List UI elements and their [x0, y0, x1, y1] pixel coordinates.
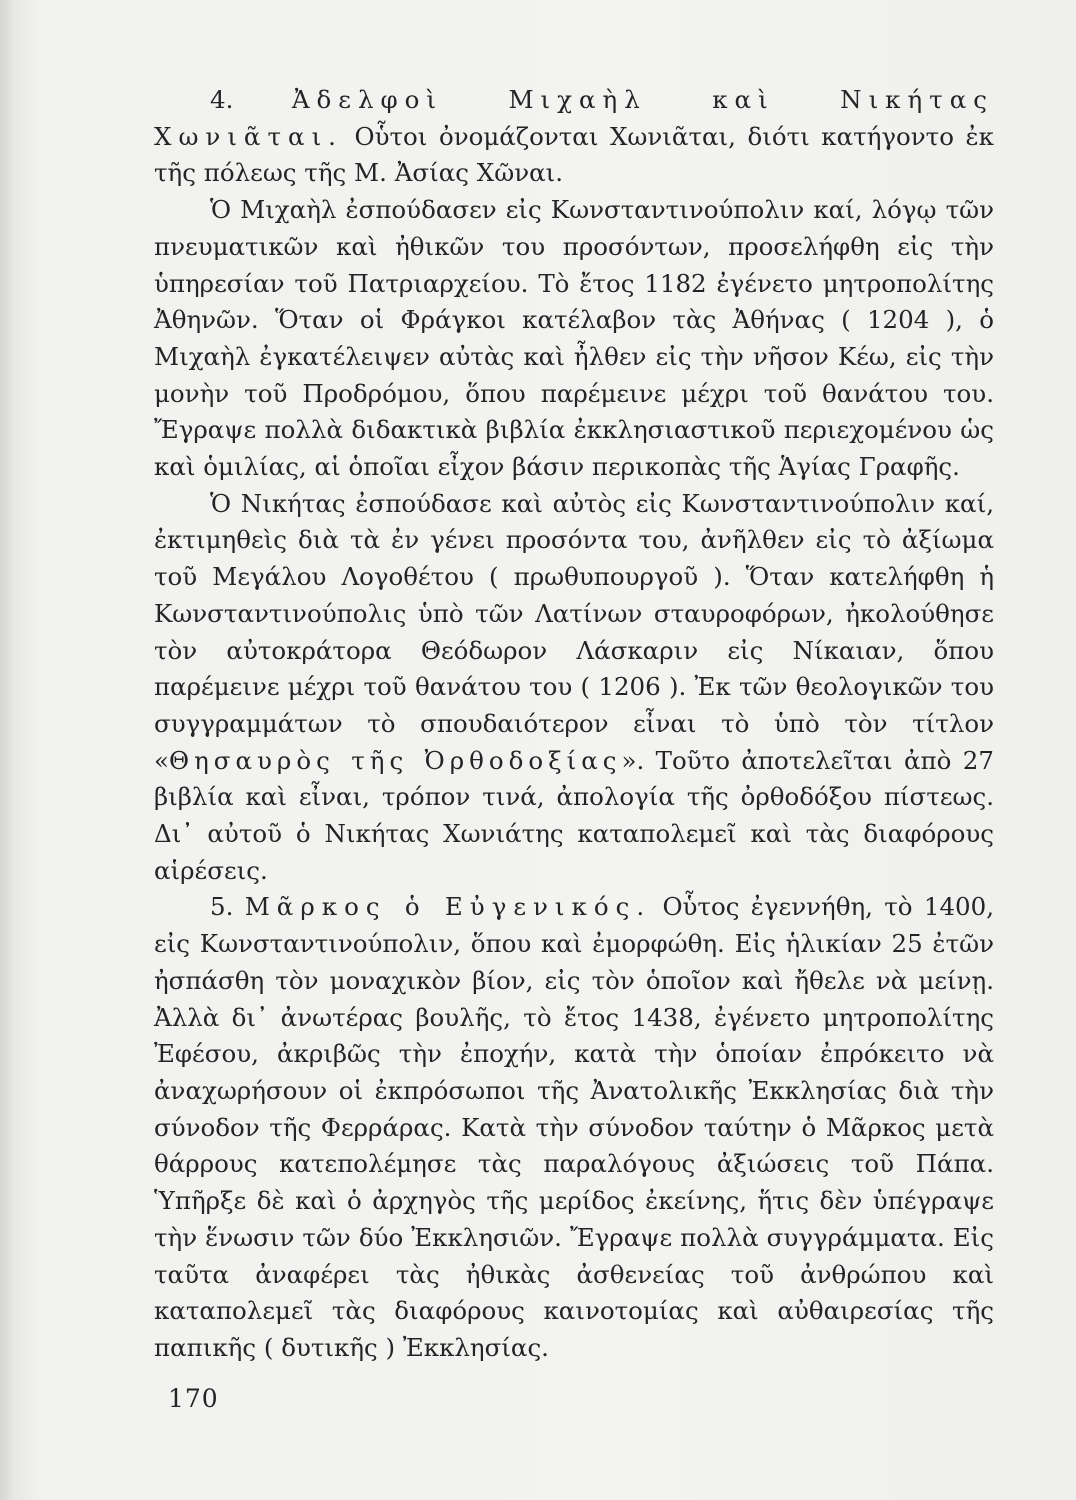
section-4-paragraph-1: Οὗτοι ὀνομάζονται Χωνιᾶται, διότι κατήγοντο ἐκ τῆς πόλεως τῆς Μ. Ἀσίας Χῶναι. — [154, 121, 994, 188]
section-4-paragraph-2: Ὁ Μιχαὴλ ἐσπούδασεν εἰς Κωνσταντινούπολιν καί, λόγῳ τῶν πνευματικῶν καὶ ἠθικῶν του προσόντων, προσελήφθη εἰς τὴν ὑπηρεσίαν τοῦ Πατριαρχείου. Τὸ ἔτος 1182 ἐγένετο μητροπολίτης Ἀθηνῶν. Ὅταν οἱ Φράγκοι κατέλαβον τὰς Ἀθήνας ( 1204 ), ὁ Μιχαὴλ ἐγκατέλειψεν αὐτὰς καὶ ἦλθεν εἰς τὴν νῆσον Κέω, εἰς τὴν μονὴν τοῦ Προδρόμου, ὅπου παρέμεινε μέχρι τοῦ θανάτου του. Ἔγραψε πολλὰ διδακτικὰ βιβλία ἐκκλησιαστικοῦ περιεχομένου ὡς καὶ ὁμιλίας, αἱ ὁποῖαι εἶχον βάσιν περικοπὰς τῆς Ἁγίας Γραφῆς. — [154, 195, 994, 482]
section-5-number: 5. — [210, 892, 234, 922]
section-5-heading: Μᾶρκος ὁ Εὐγενικός. — [244, 892, 652, 922]
paragraph-3-text-after: ». Τοῦτο ἀποτελεῖται ἀπὸ 27 βιβλία καὶ εἶναι, τρόπον τινά, ἀπολογία τῆς ὀρθοδόξου πίστεως. Δι᾽ αὐτοῦ ὁ Νικήτας Χωνιάτης καταπολεμεῖ καὶ τὰς διαφόρους αἱρέσεις. — [154, 745, 994, 885]
paragraph-3-text-before: Ὁ Νικήτας ἐσπούδασε καὶ αὐτὸς εἰς Κωνσταντινούπολιν καί, ἐκτιμηθεὶς διὰ τὰ ἐν γένει προσόντα του, ἀνῆλθεν εἰς τὸ ἀξίωμα τοῦ Μεγάλου Λογοθέτου ( πρωθυπουργοῦ ). Ὅταν κατελήφθη ἡ Κωνσταντινούπολις ὑπὸ τῶν Λατίνων σταυροφόρων, ἠκολούθησε τὸν αὐτοκράτορα Θεόδωρον Λάσκαριν εἰς Νίκαιαν, ὅπου παρέμεινε μέχρι τοῦ θανάτου του ( 1206 ). Ἐκ τῶν θεολογικῶν του συγγραμμάτων τὸ σπουδαιότερον εἶναι τὸ ὑπὸ τὸν τίτλον « — [154, 488, 994, 775]
section-5-text: Οὗτος ἐγεννήθη, τὸ 1400, εἰς Κωνσταντινούπολιν, ὅπου καὶ ἐμορφώθη. Εἰς ἡλικίαν 25 ἐτῶν ἠσπάσθη τὸν μοναχικὸν βίον, εἰς τὸν ὁποῖον καὶ ἤθελε νὰ μείνῃ. Ἀλλὰ δι᾽ ἀνωτέρας βουλῆς, τὸ ἔτος 1438, ἐγένετο μητροπολίτης Ἐφέσου, ἀκριβῶς τὴν ἐποχήν, κατὰ τὴν ὁποίαν ἐπρόκειτο νὰ ἀναχωρήσουν οἱ ἐκπρόσωποι τῆς Ἀνατολικῆς Ἐκκλησίας διὰ τὴν σύνοδον τῆς Φερράρας. Κατὰ τὴν σύνοδον ταύτην ὁ Μᾶρκος μετὰ θάρρους κατεπολέμησε τὰς παραλόγους ἀξιώσεις τοῦ Πάπα. Ὑπῆρξε δὲ καὶ ὁ ἀρχηγὸς τῆς μερίδος ἐκείνης, ἥτις δὲν ὑπέγραψε τὴν ἕνωσιν τῶν δύο Ἐκκλησιῶν. Ἔγραψε πολλὰ συγγράμματα. Εἰς ταῦτα ἀναφέρει τὰς ἠθικὰς ἀσθενείας τοῦ ἀνθρώπου καὶ καταπολεμεῖ τὰς διαφόρους καινοτομίας καὶ αὐθαιρεσίας τῆς παπικῆς ( δυτικῆς ) Ἐκκλησίας. — [154, 892, 994, 1362]
section-4-intro — [154, 82, 994, 192]
page-number: 170 — [168, 1384, 219, 1413]
section-4-paragraph-3 — [154, 486, 994, 890]
section-5 — [154, 889, 994, 1366]
book-title-thesauros: Θησαυρὸς τῆς Ὀρθοδοξίας — [169, 745, 622, 775]
page-body — [154, 82, 994, 1367]
section-4-number: 4. — [210, 85, 234, 114]
section-4-heading: Ἀδελφοὶ Μιχαὴλ καὶ Νικήτας Χωνιᾶται. — [154, 85, 994, 151]
page-spine-shadow — [0, 0, 14, 1500]
